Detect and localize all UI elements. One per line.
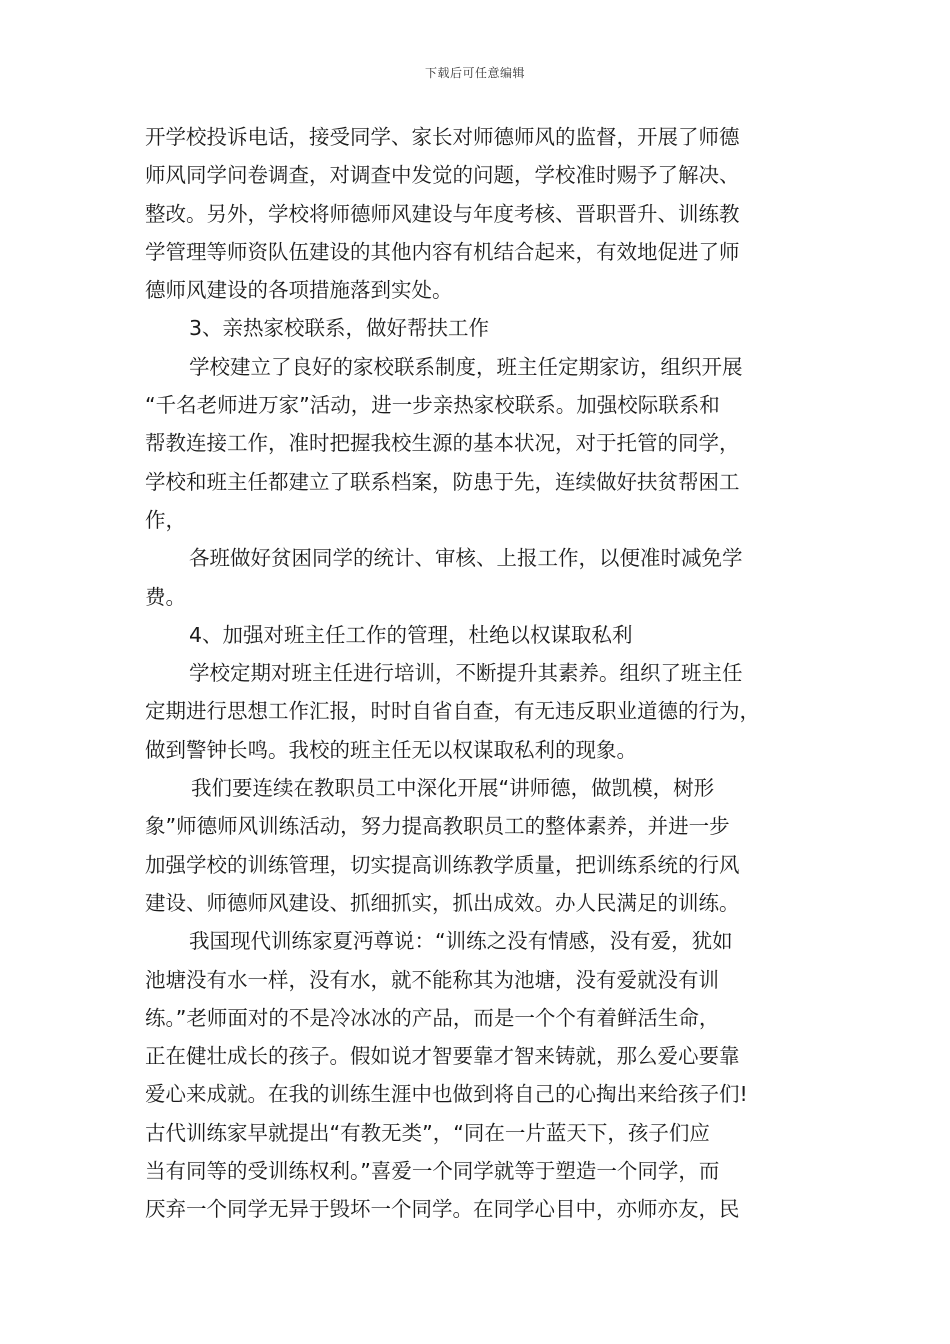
text-line: 池塘没有水一样，没有水，就不能称其为池塘，没有爱就没有训 [145, 967, 719, 992]
document-body [145, 118, 807, 1229]
text-line: 定期进行思想工作汇报，时时自省自查，有无违反职业道德的行为， [145, 699, 760, 724]
text-line: 做到警钟长鸣。我校的班主任无以权谋取私利的现象。 [145, 737, 637, 762]
text-line: 我国现代训练家夏沔尊说：“训练之没有情感，没有爱，犹如 [189, 929, 733, 954]
text-line: 正在健壮成长的孩子。假如说才智要靠才智来铸就，那么爱心要靠 [145, 1044, 740, 1069]
text-line: 师风同学问卷调查，对调查中发觉的问题，学校准时赐予了解决、 [145, 163, 740, 188]
text-line: 象”师德师风训练活动，努力提高教职员工的整体素养，并进一步 [145, 814, 730, 839]
text-line: 建设、师德师风建设、抓细抓实，抓出成效。办人民满足的训练。 [145, 890, 740, 915]
text-line: 学校定期对班主任进行培训，不断提升其素养。组织了班主任 [189, 661, 743, 686]
text-line: 开学校投诉电话，接受同学、家长对师德师风的监督，开展了师德 [145, 125, 740, 149]
text-line: 练。”老师面对的不是冷冰冰的产品，而是一个个有着鲜活生命， [145, 1005, 720, 1030]
header-note: 下载后可任意编辑 [424, 66, 525, 80]
text-line: 各班做好贫困同学的统计、审核、上报工作，以便准时减免学 [189, 546, 743, 571]
text-line: 德师风建设的各项措施落到实处。 [145, 278, 453, 303]
text-line: 厌弃一个同学无异于毁坏一个同学。在同学心目中，亦师亦友，民 [145, 1197, 740, 1222]
text-line: 帮教连接工作，准时把握我校生源的基本状况，对于托管的同学， [145, 431, 740, 456]
text-line: 学管理等师资队伍建设的其他内容有机结合起来，有效地促进了师 [145, 239, 740, 264]
section-heading-4: 4、加强对班主任工作的管理，杜绝以权谋取私利 [189, 622, 633, 647]
text-line: 爱心来成就。在我的训练生涯中也做到将自己的心掏出来给孩子们! [145, 1082, 748, 1107]
text-line: 作， [145, 507, 186, 532]
text-line: 古代训练家早就提出“有教无类”，“同在一片蓝天下，孩子们应 [145, 1120, 710, 1145]
section-heading-3: 3、亲热家校联系，做好帮扶工作 [189, 316, 490, 341]
text-line: 我们要连续在教职员工中深化开展“讲师德，做凯模，树形 [191, 776, 715, 801]
text-line: “千名老师进万家”活动，进一步亲热家校联系。加强校际联系和 [145, 393, 720, 418]
text-line: 学校建立了良好的家校联系制度，班主任定期家访，组织开展 [189, 354, 743, 379]
text-line: 当有同等的受训练权利。”喜爱一个同学就等于塑造一个同学，而 [145, 1159, 720, 1184]
text-line: 加强学校的训练管理，切实提高训练教学质量，把训练系统的行风 [145, 852, 740, 877]
text-line: 整改。另外，学校将师德师风建设与年度考核、晋职晋升、训练教 [145, 201, 740, 226]
text-line: 学校和班主任都建立了联系档案，防患于先，连续做好扶贫帮困工 [145, 469, 740, 494]
text-line: 费。 [145, 584, 186, 609]
